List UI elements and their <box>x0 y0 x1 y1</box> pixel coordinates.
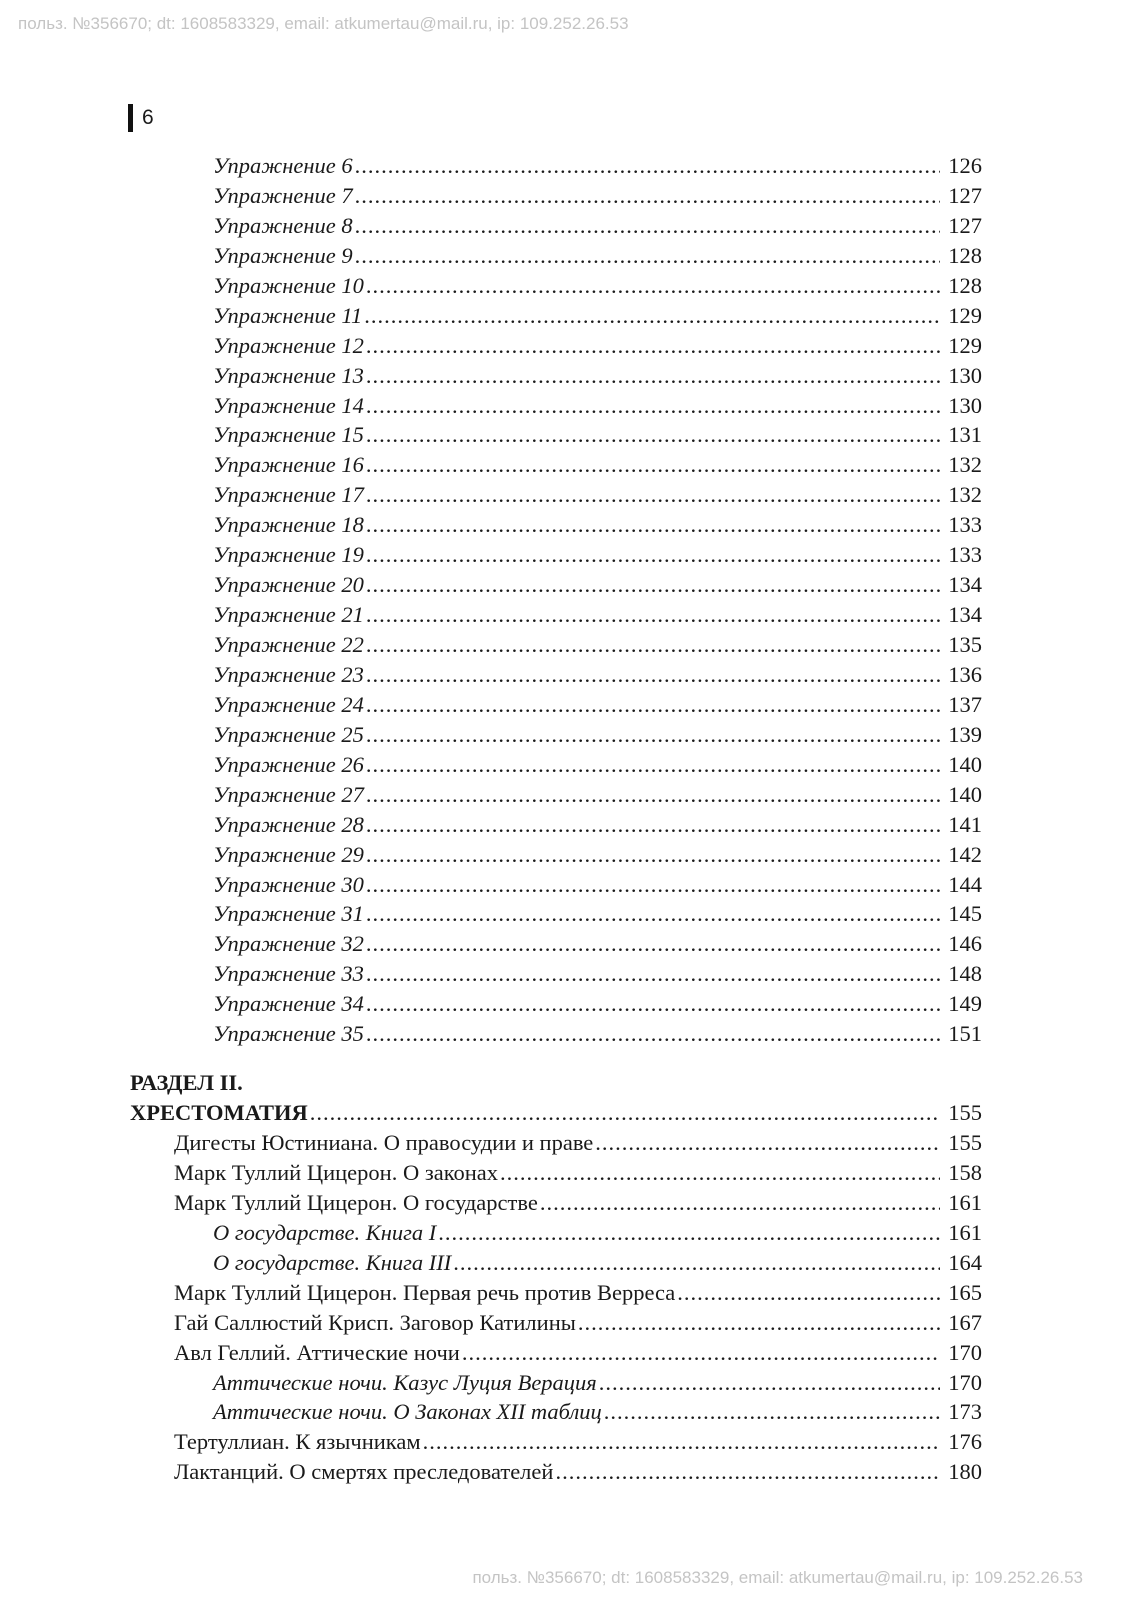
toc-leader-dots <box>310 1098 940 1128</box>
section-heading-label: РАЗДЕЛ II. <box>130 1070 243 1096</box>
toc-entry <box>130 1158 982 1188</box>
toc-entry <box>130 840 982 870</box>
toc-entry-page: 164 <box>948 1249 982 1275</box>
toc-leader-dots <box>355 151 940 181</box>
toc-entry-page: 149 <box>948 991 982 1017</box>
toc-entry <box>130 1397 982 1427</box>
page-number-text: 6 <box>142 106 154 129</box>
toc-entry-page: 148 <box>948 961 982 987</box>
toc-entry <box>130 391 982 421</box>
toc-leader-dots <box>366 600 940 630</box>
toc-entry-label: Упражнение 21 <box>213 602 364 628</box>
toc-entry-page: 130 <box>948 362 982 388</box>
toc-entry-label: Упражнение 7 <box>213 182 353 208</box>
toc-entry <box>130 780 982 810</box>
toc-entry-page: 136 <box>948 661 982 687</box>
section-heading <box>130 1068 982 1098</box>
toc-entry-page: 139 <box>948 721 982 747</box>
toc-leader-dots <box>366 540 940 570</box>
toc-entry <box>130 570 982 600</box>
toc-entry <box>130 361 982 391</box>
page-number <box>128 104 154 132</box>
toc-entry <box>130 510 982 540</box>
toc-entry <box>130 750 982 780</box>
toc-entry-page: 126 <box>948 153 982 178</box>
toc-leader-dots <box>366 959 940 989</box>
toc-entry-label: Упражнение 17 <box>213 482 364 508</box>
toc-leader-dots <box>366 331 940 361</box>
toc-leader-dots <box>438 1218 940 1248</box>
toc-entry-label: Упражнение 27 <box>213 781 364 807</box>
toc-leader-dots <box>366 361 940 391</box>
toc-entry-page: 161 <box>948 1219 982 1245</box>
toc-entry-label: Упражнение 11 <box>213 302 363 328</box>
section-entry-list <box>130 1128 982 1487</box>
toc-leader-dots <box>540 1188 940 1218</box>
toc-entry-page: 158 <box>948 1159 982 1185</box>
toc-leader-dots <box>355 241 940 271</box>
toc-entry-label: Аттические ночи. Казус Луция Верация <box>213 1369 597 1395</box>
toc-leader-dots <box>366 630 940 660</box>
toc-entry-label: Упражнение 15 <box>213 422 364 448</box>
toc-entry-page: 176 <box>948 1429 982 1455</box>
toc-leader-dots <box>366 720 940 750</box>
toc-entry-page: 145 <box>948 901 982 927</box>
toc-entry <box>130 301 982 331</box>
toc-leader-dots <box>366 690 940 720</box>
toc-entry <box>130 929 982 959</box>
toc-leader-dots <box>366 450 940 480</box>
toc-entry-label: Упражнение 32 <box>213 931 364 957</box>
toc-leader-dots <box>366 870 940 900</box>
toc-entry-page: 155 <box>948 1100 982 1126</box>
toc-entry-label: Упражнение 8 <box>213 212 353 238</box>
toc-entry-page: 180 <box>948 1459 982 1485</box>
toc-entry <box>130 241 982 271</box>
toc-entry-label: Упражнение 19 <box>213 542 364 568</box>
toc-entry-page: 132 <box>948 482 982 508</box>
toc-entry <box>130 630 982 660</box>
toc-entry-label: Упражнение 35 <box>213 1021 364 1047</box>
toc-entry-page: 128 <box>948 242 982 268</box>
toc-entry <box>130 1368 982 1398</box>
toc-leader-dots <box>366 899 940 929</box>
toc-entry-label: Упражнение 16 <box>213 452 364 478</box>
toc-entry <box>130 660 982 690</box>
toc-leader-dots <box>423 1427 940 1457</box>
toc-entry-label: Упражнение 30 <box>213 871 364 897</box>
watermark-top: польз. №356670; dt: 1608583329, email: atkumertau@mail.ru, ip: 109.252.26.53 <box>18 14 629 33</box>
toc-entry-label: Упражнение 20 <box>213 572 364 598</box>
toc-leader-dots <box>364 301 940 331</box>
toc-entry-page: 140 <box>948 781 982 807</box>
toc-entry-label: Упражнение 22 <box>213 632 364 657</box>
toc-entry-page: 135 <box>948 632 982 657</box>
toc-entry-page: 133 <box>948 542 982 568</box>
toc-entry <box>130 1188 982 1218</box>
toc-leader-dots <box>595 1128 940 1158</box>
toc-entry <box>130 1019 982 1049</box>
toc-leader-dots <box>366 929 940 959</box>
toc-entry-label: Авл Геллий. Аттические ночи <box>174 1339 460 1365</box>
toc-entry-page: 137 <box>948 691 982 717</box>
toc-entry-page: 170 <box>948 1369 982 1395</box>
toc-leader-dots <box>366 840 940 870</box>
toc-entry <box>130 151 982 181</box>
toc-entry-page: 173 <box>948 1399 982 1425</box>
toc-entry <box>130 1427 982 1457</box>
toc-entry-label: Упражнение 29 <box>213 841 364 867</box>
toc-entry-page: 170 <box>948 1339 982 1365</box>
toc-leader-dots <box>366 420 940 450</box>
toc-entry-page: 130 <box>948 392 982 418</box>
toc-entry <box>130 331 982 361</box>
toc-entry-label: Упражнение 18 <box>213 512 364 538</box>
toc-entry-page: 132 <box>948 452 982 478</box>
toc-entry-label: Упражнение 34 <box>213 991 364 1017</box>
toc-entry-page: 155 <box>948 1130 982 1155</box>
toc-entry-label: О государстве. Книга I <box>213 1219 437 1245</box>
toc-entry <box>130 211 982 241</box>
toc-entry-page: 144 <box>948 871 982 897</box>
toc-entry <box>130 600 982 630</box>
toc-entry-label: Упражнение 24 <box>213 691 364 717</box>
toc-entry-label: Упражнение 13 <box>213 362 364 388</box>
toc-entry-page: 127 <box>948 212 982 238</box>
toc-entry-label: Аттические ночи. О Законах XII таблиц <box>213 1399 602 1425</box>
toc-entry <box>130 870 982 900</box>
toc-entry <box>130 1278 982 1308</box>
toc-entry-label: Марк Туллий Цицерон. Первая речь против Верреса <box>174 1279 676 1305</box>
toc-entry-label: ХРЕСТОМАТИЯ <box>130 1100 308 1126</box>
toc-entry-label: О государстве. Книга III <box>213 1249 452 1275</box>
toc-entry-page: 141 <box>948 811 982 837</box>
toc-entry-label: Упражнение 6 <box>213 153 353 178</box>
toc-entry <box>130 690 982 720</box>
toc-entry <box>130 540 982 570</box>
toc-entry <box>130 1457 982 1487</box>
toc-leader-dots <box>366 660 940 690</box>
toc-entry-page: 131 <box>948 422 982 448</box>
toc-entry <box>130 1218 982 1248</box>
toc-entry-page: 140 <box>948 751 982 777</box>
toc-entry <box>130 1308 982 1338</box>
toc-entry <box>130 899 982 929</box>
toc-entry-page: 127 <box>948 182 982 208</box>
toc-entry <box>130 420 982 450</box>
toc-entry-label: Упражнение 25 <box>213 721 364 747</box>
toc-entry-label: Упражнение 10 <box>213 272 364 298</box>
toc-leader-dots <box>366 570 940 600</box>
toc-leader-dots <box>677 1278 940 1308</box>
toc-entry-page: 134 <box>948 602 982 628</box>
toc-leader-dots <box>366 989 940 1019</box>
toc-entry-page: 142 <box>948 841 982 867</box>
toc-entry <box>130 1338 982 1368</box>
toc-entry-label: Упражнение 14 <box>213 392 364 418</box>
toc-entry-label: Дигесты Юстиниана. О правосудии и праве <box>174 1130 594 1155</box>
toc-leader-dots <box>366 510 940 540</box>
toc-entry-label: Упражнение 31 <box>213 901 364 927</box>
toc-entry <box>130 181 982 211</box>
toc-leader-dots <box>366 271 940 301</box>
toc-leader-dots <box>366 780 940 810</box>
toc-entry-label: Упражнение 28 <box>213 811 364 837</box>
toc-entry <box>130 1248 982 1278</box>
toc-entry-page: 133 <box>948 512 982 538</box>
toc-entry <box>130 989 982 1019</box>
toc-entry-label: Лактанций. О смертях преследователей <box>174 1459 554 1485</box>
toc-leader-dots <box>599 1368 940 1398</box>
toc-entry <box>130 450 982 480</box>
toc-entry-page: 161 <box>948 1189 982 1215</box>
toc-entry-page: 134 <box>948 572 982 598</box>
toc-entry-page: 129 <box>948 302 982 328</box>
toc-entry-page: 128 <box>948 272 982 298</box>
toc-leader-dots <box>366 810 940 840</box>
toc-entry-label: Марк Туллий Цицерон. О государстве <box>174 1189 538 1215</box>
toc-entry <box>130 480 982 510</box>
watermark-bottom: польз. №356670; dt: 1608583329, email: atkumertau@mail.ru, ip: 109.252.26.53 <box>472 1568 1083 1587</box>
toc-entry-section-title <box>130 1098 982 1128</box>
toc-entry-page: 151 <box>948 1021 982 1047</box>
toc-entry-label: Марк Туллий Цицерон. О законах <box>174 1159 499 1185</box>
toc-entry-page: 165 <box>948 1279 982 1305</box>
toc-entry <box>130 959 982 989</box>
toc-entry-label: Упражнение 9 <box>213 242 353 268</box>
toc-leader-dots <box>366 480 940 510</box>
toc-entry-label: Упражнение 33 <box>213 961 364 987</box>
toc-entry-label: Упражнение 23 <box>213 661 364 687</box>
toc-entry-label: Упражнение 26 <box>213 751 364 777</box>
page-number-marker <box>128 104 133 132</box>
toc-leader-dots <box>604 1397 940 1427</box>
toc-leader-dots <box>555 1457 940 1487</box>
toc-leader-dots <box>366 750 940 780</box>
toc-leader-dots <box>500 1158 940 1188</box>
toc-entry-label: Упражнение 12 <box>213 332 364 358</box>
toc-entry <box>130 1128 982 1158</box>
toc-leader-dots <box>453 1248 940 1278</box>
exercise-list <box>130 151 982 1049</box>
toc-entry <box>130 810 982 840</box>
toc-entry <box>130 271 982 301</box>
toc-entry-label: Гай Саллюстий Крисп. Заговор Катилины <box>174 1309 576 1335</box>
toc-leader-dots <box>462 1338 940 1368</box>
toc-entry-label: Тертуллиан. К язычникам <box>174 1429 421 1455</box>
toc-entry-page: 129 <box>948 332 982 358</box>
toc-entry-page: 167 <box>948 1309 982 1335</box>
toc-leader-dots <box>355 211 940 241</box>
toc-leader-dots <box>578 1308 940 1338</box>
toc-leader-dots <box>355 181 940 211</box>
toc-entry <box>130 720 982 750</box>
toc-leader-dots <box>366 1019 940 1049</box>
toc-leader-dots <box>366 391 940 421</box>
toc-entry-page: 146 <box>948 931 982 957</box>
table-of-contents <box>130 151 982 1487</box>
